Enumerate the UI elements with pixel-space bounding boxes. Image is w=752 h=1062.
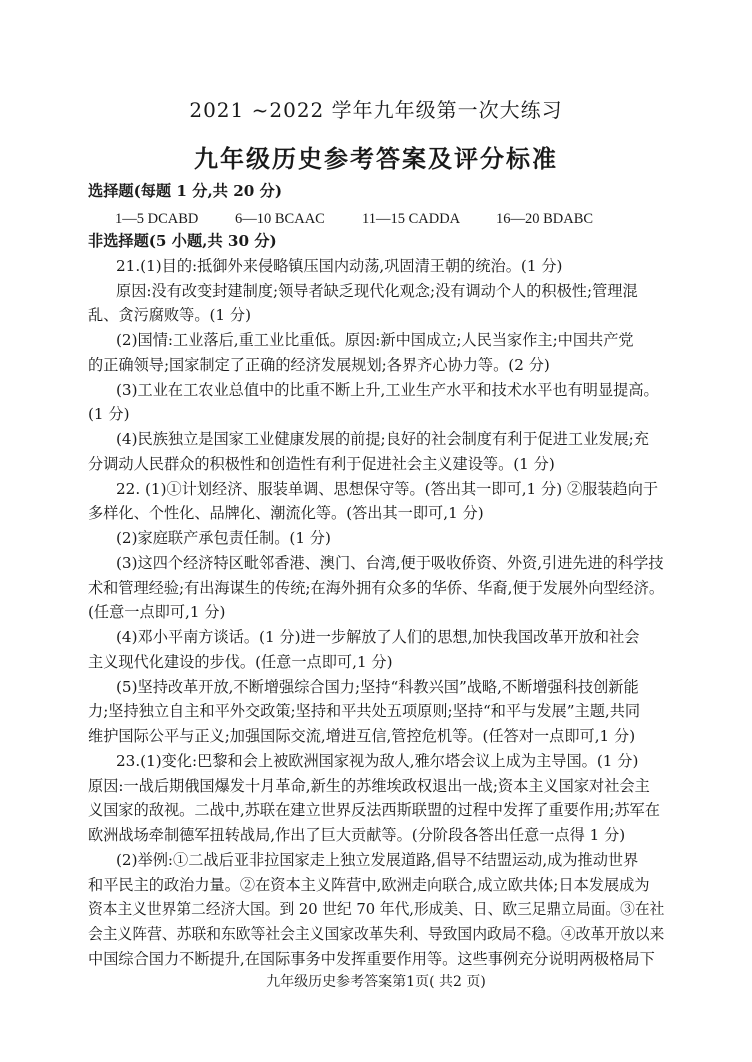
exam-title: 2021 ~2022 学年九年级第一次大练习 — [189, 98, 563, 122]
text-line: (任意一点即可,1 分) — [88, 603, 226, 621]
text-line: (2)家庭联产承包责任制。(1 分) — [116, 529, 331, 547]
text-line: 原因:一战后期俄国爆发十月革命,新生的苏维埃政权退出一战;资本主义国家对社会主 — [88, 777, 650, 795]
text-line: 原因:没有改变封建制度;领导者缺乏现代化观念;没有调动个人的积极性;管理混 — [116, 282, 638, 300]
text-line: (3)这四个经济特区毗邻香港、澳门、台湾,便于吸收侨资、外资,引进先进的科学技 — [116, 554, 664, 572]
text-line: 和平民主的政治力量。②在资本主义阵营中,欧洲走向联合,成立欧共体;日本发展成为 — [88, 876, 650, 894]
choice-answer-group-3: 11—15 CADDA — [362, 211, 461, 227]
text-line: 21.(1)目的:抵御外来侵略镇压国内动荡,巩固清王朝的统治。(1 分) — [116, 257, 563, 275]
document-title: 九年级历史参考答案及评分标准 — [194, 144, 558, 173]
page-footer: 九年级历史参考答案第1页( 共2 页) — [266, 974, 486, 990]
text-line: 分调动人民群众的积极性和创造性有利于促进社会主义建设等。(1 分) — [88, 455, 555, 473]
text-line: 资本主义世界第二经济大国。到 20 世纪 70 年代,形成美、日、欧三足鼎立局面。③在社 — [88, 900, 665, 918]
text-line: (2)国情:工业落后,重工业比重低。原因:新中国成立;人民当家作主;中国共产党 — [116, 331, 634, 349]
text-line: 乱、贪污腐败等。(1 分) — [88, 306, 252, 324]
text-line: 力;坚持独立自主和平外交政策;坚持和平共处五项原则;坚持“和平与发展”主题,共同 — [88, 702, 641, 720]
choice-answer-group-2: 6—10 BCAAC — [235, 211, 325, 227]
text-line: 多样化、个性化、品牌化、潮流化等。(答出其一即可,1 分) — [88, 504, 484, 522]
text-line: 23.(1)变化:巴黎和会上被欧洲国家视为敌人,雅尔塔会议上成为主导国。(1 分) — [116, 752, 639, 770]
text-line: 术和管理经验;有出海谋生的传统;在海外拥有众多的华侨、华裔,便于发展外向型经济。 — [88, 579, 665, 597]
text-line: 主义现代化建设的步伐。(任意一点即可,1 分) — [88, 653, 393, 671]
text-line: 会主义阵营、苏联和东欧等社会主义国家改革失利、导致国内政局不稳。④改革开放以来 — [88, 925, 665, 943]
choice-answer-group-4: 16—20 BDABC — [496, 211, 594, 227]
choice-answer-group-1: 1—5 DCABD — [115, 211, 199, 227]
text-line: (3)工业在工农业总值中的比重不断上升,工业生产水平和技术水平也有明显提高。 — [116, 381, 659, 399]
text-line: (1 分) — [88, 405, 130, 423]
text-line: (5)坚持改革开放,不断增强综合国力;坚持“科教兴国”战略,不断增强科技创新能 — [116, 678, 639, 696]
text-line: 中国综合国力不断提升,在国际事务中发挥重要作用等。这些事例充分说明两极格局下 — [88, 950, 655, 968]
text-line: (4)民族独立是国家工业健康发展的前提;良好的社会制度有利于促进工业发展;充 — [116, 430, 649, 448]
text-line: 22. (1)①计划经济、服装单调、思想保守等。(答出其一即可,1 分) ②服装趋向于 — [116, 480, 659, 498]
text-line: 的正确领导;国家制定了正确的经济发展规划;各界齐心协力等。(2 分) — [88, 356, 550, 374]
text-line: (2)举例:①二战后亚非拉国家走上独立发展道路,倡导不结盟运动,成为推动世界 — [116, 851, 639, 869]
text-line: 维护国际公平与正义;加强国际交流,增进互信,管控危机等。(任答对一点即可,1 分) — [88, 727, 636, 745]
section-heading-choice: 选择题(每题 1 分,共 20 分) — [88, 182, 283, 200]
section-heading-nonchoice: 非选择题(5 小题,共 30 分) — [88, 232, 277, 250]
text-line: 欧洲战场牵制德军扭转战局,作出了巨大贡献等。(分阶段各答出任意一点得 1 分) — [88, 826, 626, 844]
text-line: 义国家的敌视。二战中,苏联在建立世界反法西斯联盟的过程中发挥了重要作用;苏军在 — [88, 801, 660, 819]
text-line: (4)邓小平南方谈话。(1 分)进一步解放了人们的思想,加快我国改革开放和社会 — [116, 628, 640, 646]
